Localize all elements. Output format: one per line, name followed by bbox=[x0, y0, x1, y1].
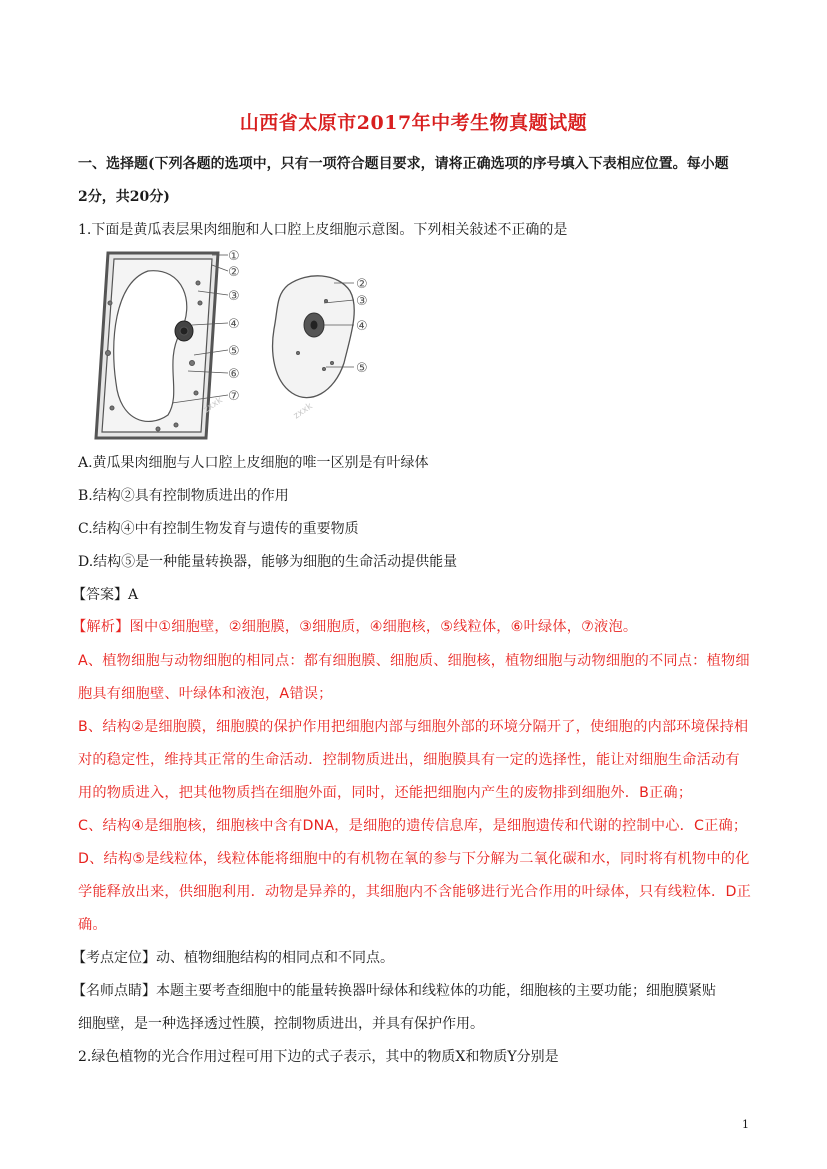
teacher-note-cont: 细胞壁，是一种选择透过性膜，控制物质进出，并具有保护作用。 bbox=[78, 1016, 484, 1032]
analysis-line: D、结构⑤是线粒体，线粒体能将细胞中的有机物在氧的参与下分解为二氧化碳和水，同时将有机物中的化 bbox=[78, 851, 750, 867]
answer: 【答案】A bbox=[72, 587, 139, 603]
animal-label-4: ④ bbox=[356, 319, 368, 334]
option-b: B.结构②具有控制物质进出的作用 bbox=[78, 488, 289, 504]
plant-label-1: ① bbox=[228, 249, 240, 264]
analysis-line: 学能释放出来，供细胞利用．动物是异养的，其细胞内不含能够进行光合作用的叶绿体，只有线粒体．D正 bbox=[78, 884, 751, 900]
plant-label-7: ⑦ bbox=[228, 389, 240, 404]
analysis-line: 【解析】图中①细胞壁，②细胞膜，③细胞质，④细胞核，⑤线粒体，⑥叶绿体，⑦液泡。 bbox=[72, 619, 638, 635]
analysis-line: 用的物质进入，把其他物质挡在细胞外面，同时，还能把细胞内产生的废物排到细胞外．B正确； bbox=[78, 785, 693, 801]
analysis-line: A、植物细胞与动物细胞的相同点：都有细胞膜、细胞质、细胞核，植物细胞与动物细胞的不同点：植物细 bbox=[78, 653, 750, 669]
option-c: C.结构④中有控制生物发育与遗传的重要物质 bbox=[78, 521, 359, 537]
analysis-line: 胞具有细胞壁、叶绿体和液泡，A错误； bbox=[78, 686, 333, 702]
plant-label-6: ⑥ bbox=[228, 367, 240, 382]
plant-label-5: ⑤ bbox=[228, 344, 240, 359]
section-heading: 一、选择题(下列各题的选项中，只有一项符合题目要求，请将正确选项的序号填入下表相应位置。每小题 bbox=[78, 156, 729, 172]
plant-label-2: ② bbox=[228, 265, 240, 280]
analysis-line: C、结构④是细胞核，细胞核中含有DNA，是细胞的遗传信息库，是细胞遗传和代谢的控制中心．C正确； bbox=[78, 818, 748, 834]
option-a: A.黄瓜果肉细胞与人口腔上皮细胞的唯一区别是有叶绿体 bbox=[78, 455, 429, 471]
cell-diagram-figure bbox=[88, 243, 408, 443]
key-point: 【考点定位】动、植物细胞结构的相同点和不同点。 bbox=[72, 950, 394, 966]
animal-label-5: ⑤ bbox=[356, 361, 368, 376]
plant-label-3: ③ bbox=[228, 289, 240, 304]
animal-label-3: ③ bbox=[356, 294, 368, 309]
page-title: 山西省太原市2017年中考生物真题试题 bbox=[239, 112, 588, 134]
teacher-note: 【名师点睛】本题主要考查细胞中的能量转换器叶绿体和线粒体的功能，细胞核的主要功能；细胞膜紧贴 bbox=[72, 983, 716, 999]
section-heading-cont: 2分，共20分) bbox=[78, 189, 170, 205]
option-d: D.结构⑤是一种能量转换器，能够为细胞的生命活动提供能量 bbox=[78, 554, 458, 570]
question-1-stem: 1.下面是黄瓜表层果肉细胞和人口腔上皮细胞示意图。下列相关敍述不正确的是 bbox=[78, 222, 568, 238]
plant-label-4: ④ bbox=[228, 317, 240, 332]
page-number: 1 bbox=[742, 1118, 749, 1131]
watermark: zxxk bbox=[291, 401, 315, 422]
analysis-line: B、结构②是细胞膜，细胞膜的保护作用把细胞内部与细胞外部的环境分隔开了，使细胞的内部环境保持相 bbox=[78, 719, 749, 735]
animal-cell-diagram bbox=[273, 276, 355, 398]
animal-label-2: ② bbox=[356, 277, 368, 292]
analysis-line: 对的稳定性，维持其正常的生命活动．控制物质进出，细胞膜具有一定的选择性，能让对细胞生命活动有 bbox=[78, 752, 740, 768]
cell-diagram bbox=[88, 243, 408, 443]
watermark: zxxk bbox=[201, 395, 225, 416]
question-2-stem: 2.绿色植物的光合作用过程可用下边的式子表示，其中的物质X和物质Y分别是 bbox=[78, 1049, 559, 1065]
analysis-line: 确。 bbox=[78, 917, 107, 933]
